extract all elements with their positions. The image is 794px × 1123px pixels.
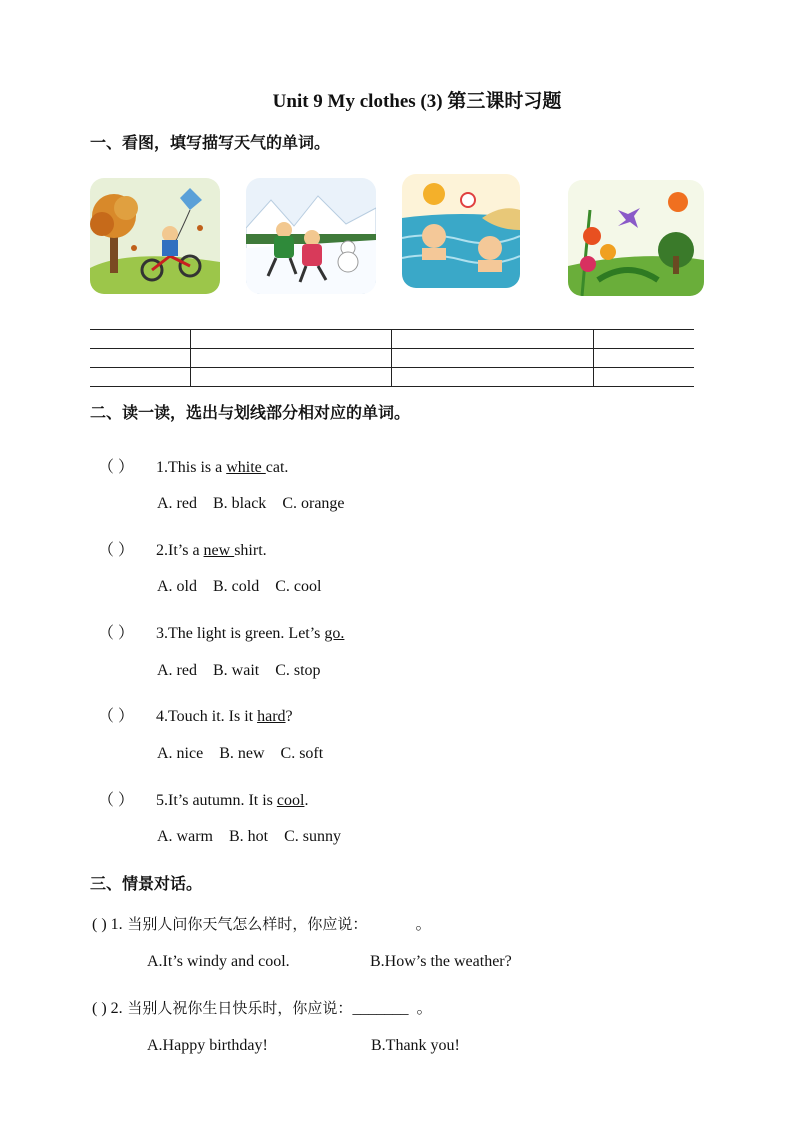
answer-paren[interactable]: （ ） — [98, 708, 135, 725]
question-2-options — [157, 578, 337, 596]
answer-cell[interactable] — [191, 349, 392, 368]
answer-cell[interactable] — [191, 368, 392, 387]
section-2-heading: 二、读一读，选出与划线部分相对应的单词。 — [90, 403, 411, 422]
option-b: B. wait — [212, 662, 260, 679]
dialogue-1-option-b: B.How’s the weather? — [370, 953, 512, 970]
option-c: C. sunny — [284, 828, 342, 845]
sunny-spring-flowers-picture — [568, 180, 704, 296]
option-a: A. warm — [157, 828, 213, 845]
question-3: （ ） 3.The light is green. Let’s go. — [98, 620, 344, 643]
dialogue-2-option-b: B.Thank you! — [371, 1037, 460, 1054]
dialogue-2-option-a: A.Happy birthday! — [147, 1037, 268, 1054]
answer-cell[interactable] — [392, 368, 593, 387]
answer-cell[interactable] — [392, 330, 593, 349]
snowy-winter-picture — [246, 178, 376, 294]
option-c: C. orange — [282, 495, 345, 512]
answer-blank[interactable]: _______ — [352, 1000, 409, 1017]
answer-cell[interactable] — [90, 368, 191, 387]
answer-paren[interactable]: （ ） — [98, 792, 135, 809]
page-title: Unit 9 My clothes (3) 第三课时习题 — [272, 91, 562, 112]
answer-paren[interactable]: （ ） — [98, 625, 135, 642]
option-b: B. new — [219, 745, 265, 762]
option-c: C. soft — [280, 745, 324, 762]
option-c: C. cool — [275, 578, 322, 595]
question-1-options — [157, 495, 361, 513]
section-1-heading: 一、看图，填写描写天气的单词。 — [90, 133, 331, 152]
option-b: B. black — [212, 495, 267, 512]
dialogue-1: ( ) 1. 当别人问你天气怎么样时，你应说： 。 — [92, 915, 432, 933]
answer-paren[interactable]: （ ） — [98, 542, 135, 559]
option-b: B. hot — [228, 828, 269, 845]
question-2: （ ） 2.It’s a new shirt. — [98, 537, 267, 560]
underlined-word: cool — [276, 792, 305, 809]
answer-cell[interactable] — [191, 330, 392, 349]
question-3-options — [157, 662, 337, 680]
dialogue-1-option-a: A.It’s windy and cool. — [147, 953, 290, 970]
underlined-word: white — [226, 459, 266, 476]
question-5-options — [157, 828, 357, 846]
option-a: A. old — [157, 578, 197, 595]
underlined-word: new — [203, 542, 235, 559]
grid-row — [90, 349, 694, 368]
question-5: （ ） 5.It’s autumn. It is cool. — [98, 787, 308, 810]
answer-cell[interactable] — [593, 368, 694, 387]
option-a: A. nice — [157, 745, 204, 762]
answer-cell[interactable] — [90, 349, 191, 368]
option-a: A. red — [157, 662, 197, 679]
question-1: （ ） 1.This is a white cat. — [98, 454, 288, 477]
answer-paren[interactable]: （ ） — [98, 459, 135, 476]
answer-cell[interactable] — [90, 330, 191, 349]
answer-cell[interactable] — [593, 349, 694, 368]
hot-summer-beach-picture — [402, 174, 520, 288]
answer-blank[interactable] — [367, 916, 415, 933]
question-4: （ ） 4.Touch it. Is it hard? — [98, 703, 293, 726]
question-4-options — [157, 745, 339, 763]
answer-grid — [90, 329, 694, 387]
option-a: A. red — [157, 495, 197, 512]
answer-cell[interactable] — [593, 330, 694, 349]
underlined-word: hard — [257, 708, 286, 725]
underlined-word: go. — [324, 625, 345, 642]
option-c: C. stop — [275, 662, 321, 679]
answer-paren[interactable]: ( ) 1. — [92, 916, 123, 933]
answer-cell[interactable] — [392, 349, 593, 368]
answer-paren[interactable]: ( ) 2. — [92, 1000, 123, 1017]
grid-row — [90, 368, 694, 387]
windy-autumn-picture — [90, 178, 220, 294]
dialogue-2: ( ) 2. 当别人祝你生日快乐时，你应说：_______ 。 — [92, 999, 433, 1017]
grid-row — [90, 330, 694, 349]
section-3-heading: 三、情景对话。 — [90, 874, 203, 893]
option-b: B. cold — [213, 578, 260, 595]
